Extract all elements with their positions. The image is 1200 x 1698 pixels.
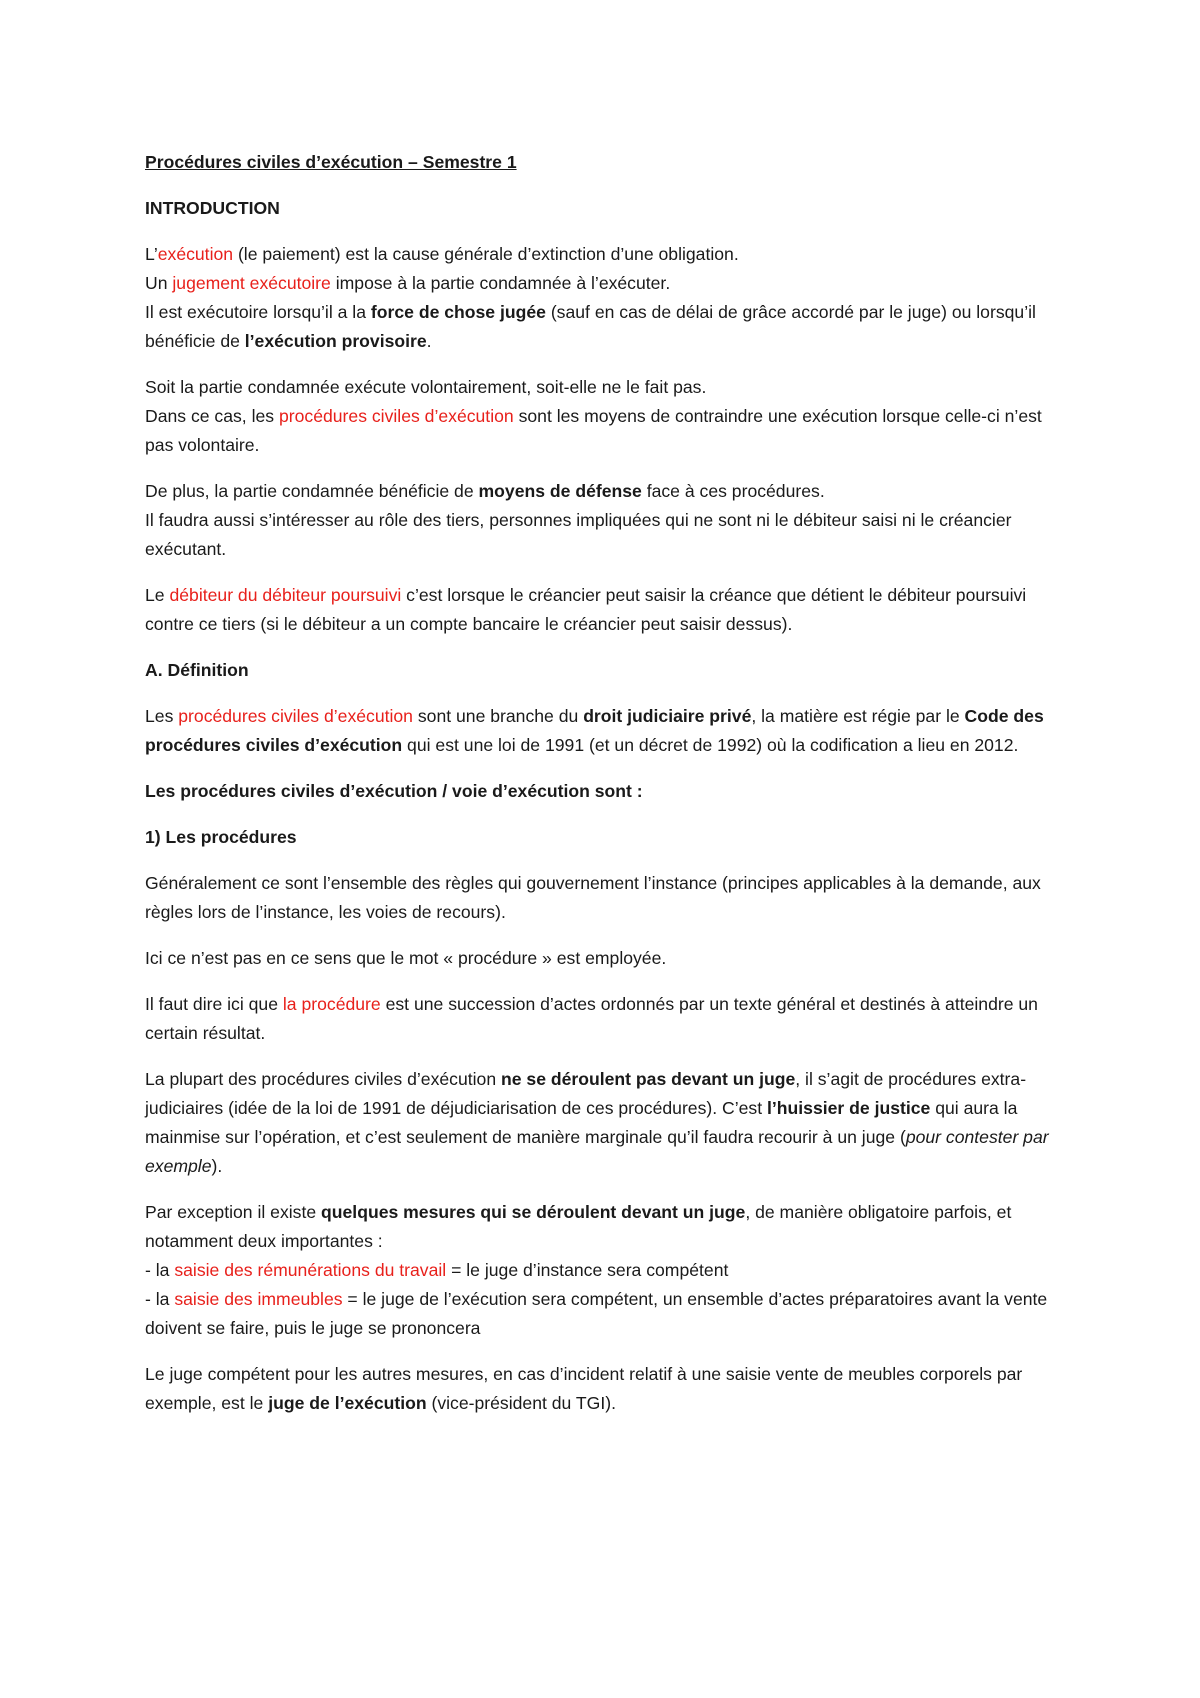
term-pour-contester: pour contester par exemple <box>145 1127 1049 1176</box>
paragraph-execution: L’exécution (le paiement) est la cause générale d’extinction d’une obligation. Un jugement exécutoire impose à la partie condamnée à l’exécuter. Il est exécutoire lorsqu’il a la force de chose jugée (sauf en cas de délai de grâce accordé par le juge) ou lorsqu’il bénéficie de l’exécution provisoire. <box>145 244 1036 351</box>
paragraph-definition: Les procédures civiles d’exécution sont une branche du droit judiciaire privé, la matière est régie par le Code des procédures civiles d’exécution qui est une loi de 1991 (et un décret de 1992) où la codification a lieu en 2012. <box>145 706 1044 755</box>
heading-procedures: 1) Les procédures <box>145 827 297 847</box>
paragraph-plupart: La plupart des procédures civiles d’exécution ne se déroulent pas devant un juge, il s’agit de procédures extra-judiciaires (idée de la loi de 1991 de déjudiciarisation de ces procédures). C’est l’huissier de justice qui aura la mainmise sur l’opération, et c’est seulement de manière marginale qu’il faudra recourir à un juge (pour contester par exemple). <box>145 1069 1049 1176</box>
heading-definition: A. Définition <box>145 660 249 680</box>
heading-list: Les procédures civiles d’exécution / voie d’exécution sont : <box>145 781 643 801</box>
paragraph-volontaire: Soit la partie condamnée exécute volontairement, soit-elle ne le fait pas. Dans ce cas, les procédures civiles d’exécution sont les moyens de contraindre une exécution lorsque celle-ci n’est pas volontaire. <box>145 377 1042 455</box>
heading-introduction: INTRODUCTION <box>145 198 280 218</box>
term-code-procedures: Code des procédures civiles d’exécution <box>145 706 1044 755</box>
list-item: - la saisie des immeubles = le juge de l’exécution sera compétent, un ensemble d’actes préparatoires avant la vente doivent se faire, puis le juge se prononcera <box>145 1289 1048 1338</box>
paragraph-generalement: Généralement ce sont l’ensemble des règles qui gouvernement l’instance (principes applicables à la demande, aux règles lors de l’instance, les voies de recours). <box>145 873 1041 922</box>
list-item: - la saisie des rémunérations du travail = le juge d’instance sera compétent <box>145 1260 729 1280</box>
term-huissier: l’huissier de justice <box>767 1098 931 1118</box>
term-la-procedure: la procédure <box>282 994 381 1014</box>
term-pas-devant-juge: ne se déroulent pas devant un juge <box>501 1069 796 1089</box>
paragraph-la-procedure: Il faut dire ici que la procédure est une succession d’actes ordonnés par un texte général et destinés à atteindre un certain résultat. <box>145 994 1038 1043</box>
term-saisie-remunerations: saisie des rémunérations du travail <box>174 1260 447 1280</box>
term-jugement-executoire: jugement exécutoire <box>172 273 331 293</box>
term-mesures-devant-juge: quelques mesures qui se déroulent devant un juge <box>321 1202 746 1222</box>
term-moyens-defense: moyens de défense <box>478 481 642 501</box>
term-force-chose-jugee: force de chose jugée <box>370 302 546 322</box>
paragraph-exception: Par exception il existe quelques mesures qui se déroulent devant un juge, de manière obligatoire parfois, et notamment deux importantes : - la saisie des rémunérations du travail = le juge d’instance sera compétent - la saisie des immeubles = le juge de l’exécution sera compétent, un ensemble d’actes préparatoires avant la vente doivent se faire, puis le juge se prononcera <box>145 1198 1060 1343</box>
term-execution-provisoire: l’exécution provisoire <box>244 331 427 351</box>
term-execution: exécution <box>157 244 234 264</box>
paragraph-debiteur: Le débiteur du débiteur poursuivi c’est lorsque le créancier peut saisir la créance que détient le débiteur poursuivi contre ce tiers (si le débiteur a un compte bancaire le créancier peut saisir dessus). <box>145 585 1027 634</box>
term-saisie-immeubles: saisie des immeubles <box>174 1289 343 1309</box>
term-juge-execution: juge de l’exécution <box>268 1393 427 1413</box>
document-title: Procédures civiles d’exécution – Semestre 1 <box>145 152 517 172</box>
term-droit-judiciaire: droit judiciaire privé <box>583 706 752 726</box>
paragraph-defense: De plus, la partie condamnée bénéficie de moyens de défense face à ces procédures. Il faudra aussi s’intéresser au rôle des tiers, personnes impliquées qui ne sont ni le débiteur saisi ni le créancier exécutant. <box>145 481 1012 559</box>
term-procedures-civiles: procédures civiles d’exécution <box>278 406 514 426</box>
term-debiteur-poursuivi: débiteur du débiteur poursuivi <box>169 585 402 605</box>
paragraph-sens: Ici ce n’est pas en ce sens que le mot « procédure » est employée. <box>145 948 667 968</box>
term-procedures-civiles-2: procédures civiles d’exécution <box>178 706 413 726</box>
paragraph-juge-competent: Le juge compétent pour les autres mesures, en cas d’incident relatif à une saisie vente de meubles corporels par exemple, est le juge de l’exécution (vice-président du TGI). <box>145 1364 1023 1413</box>
